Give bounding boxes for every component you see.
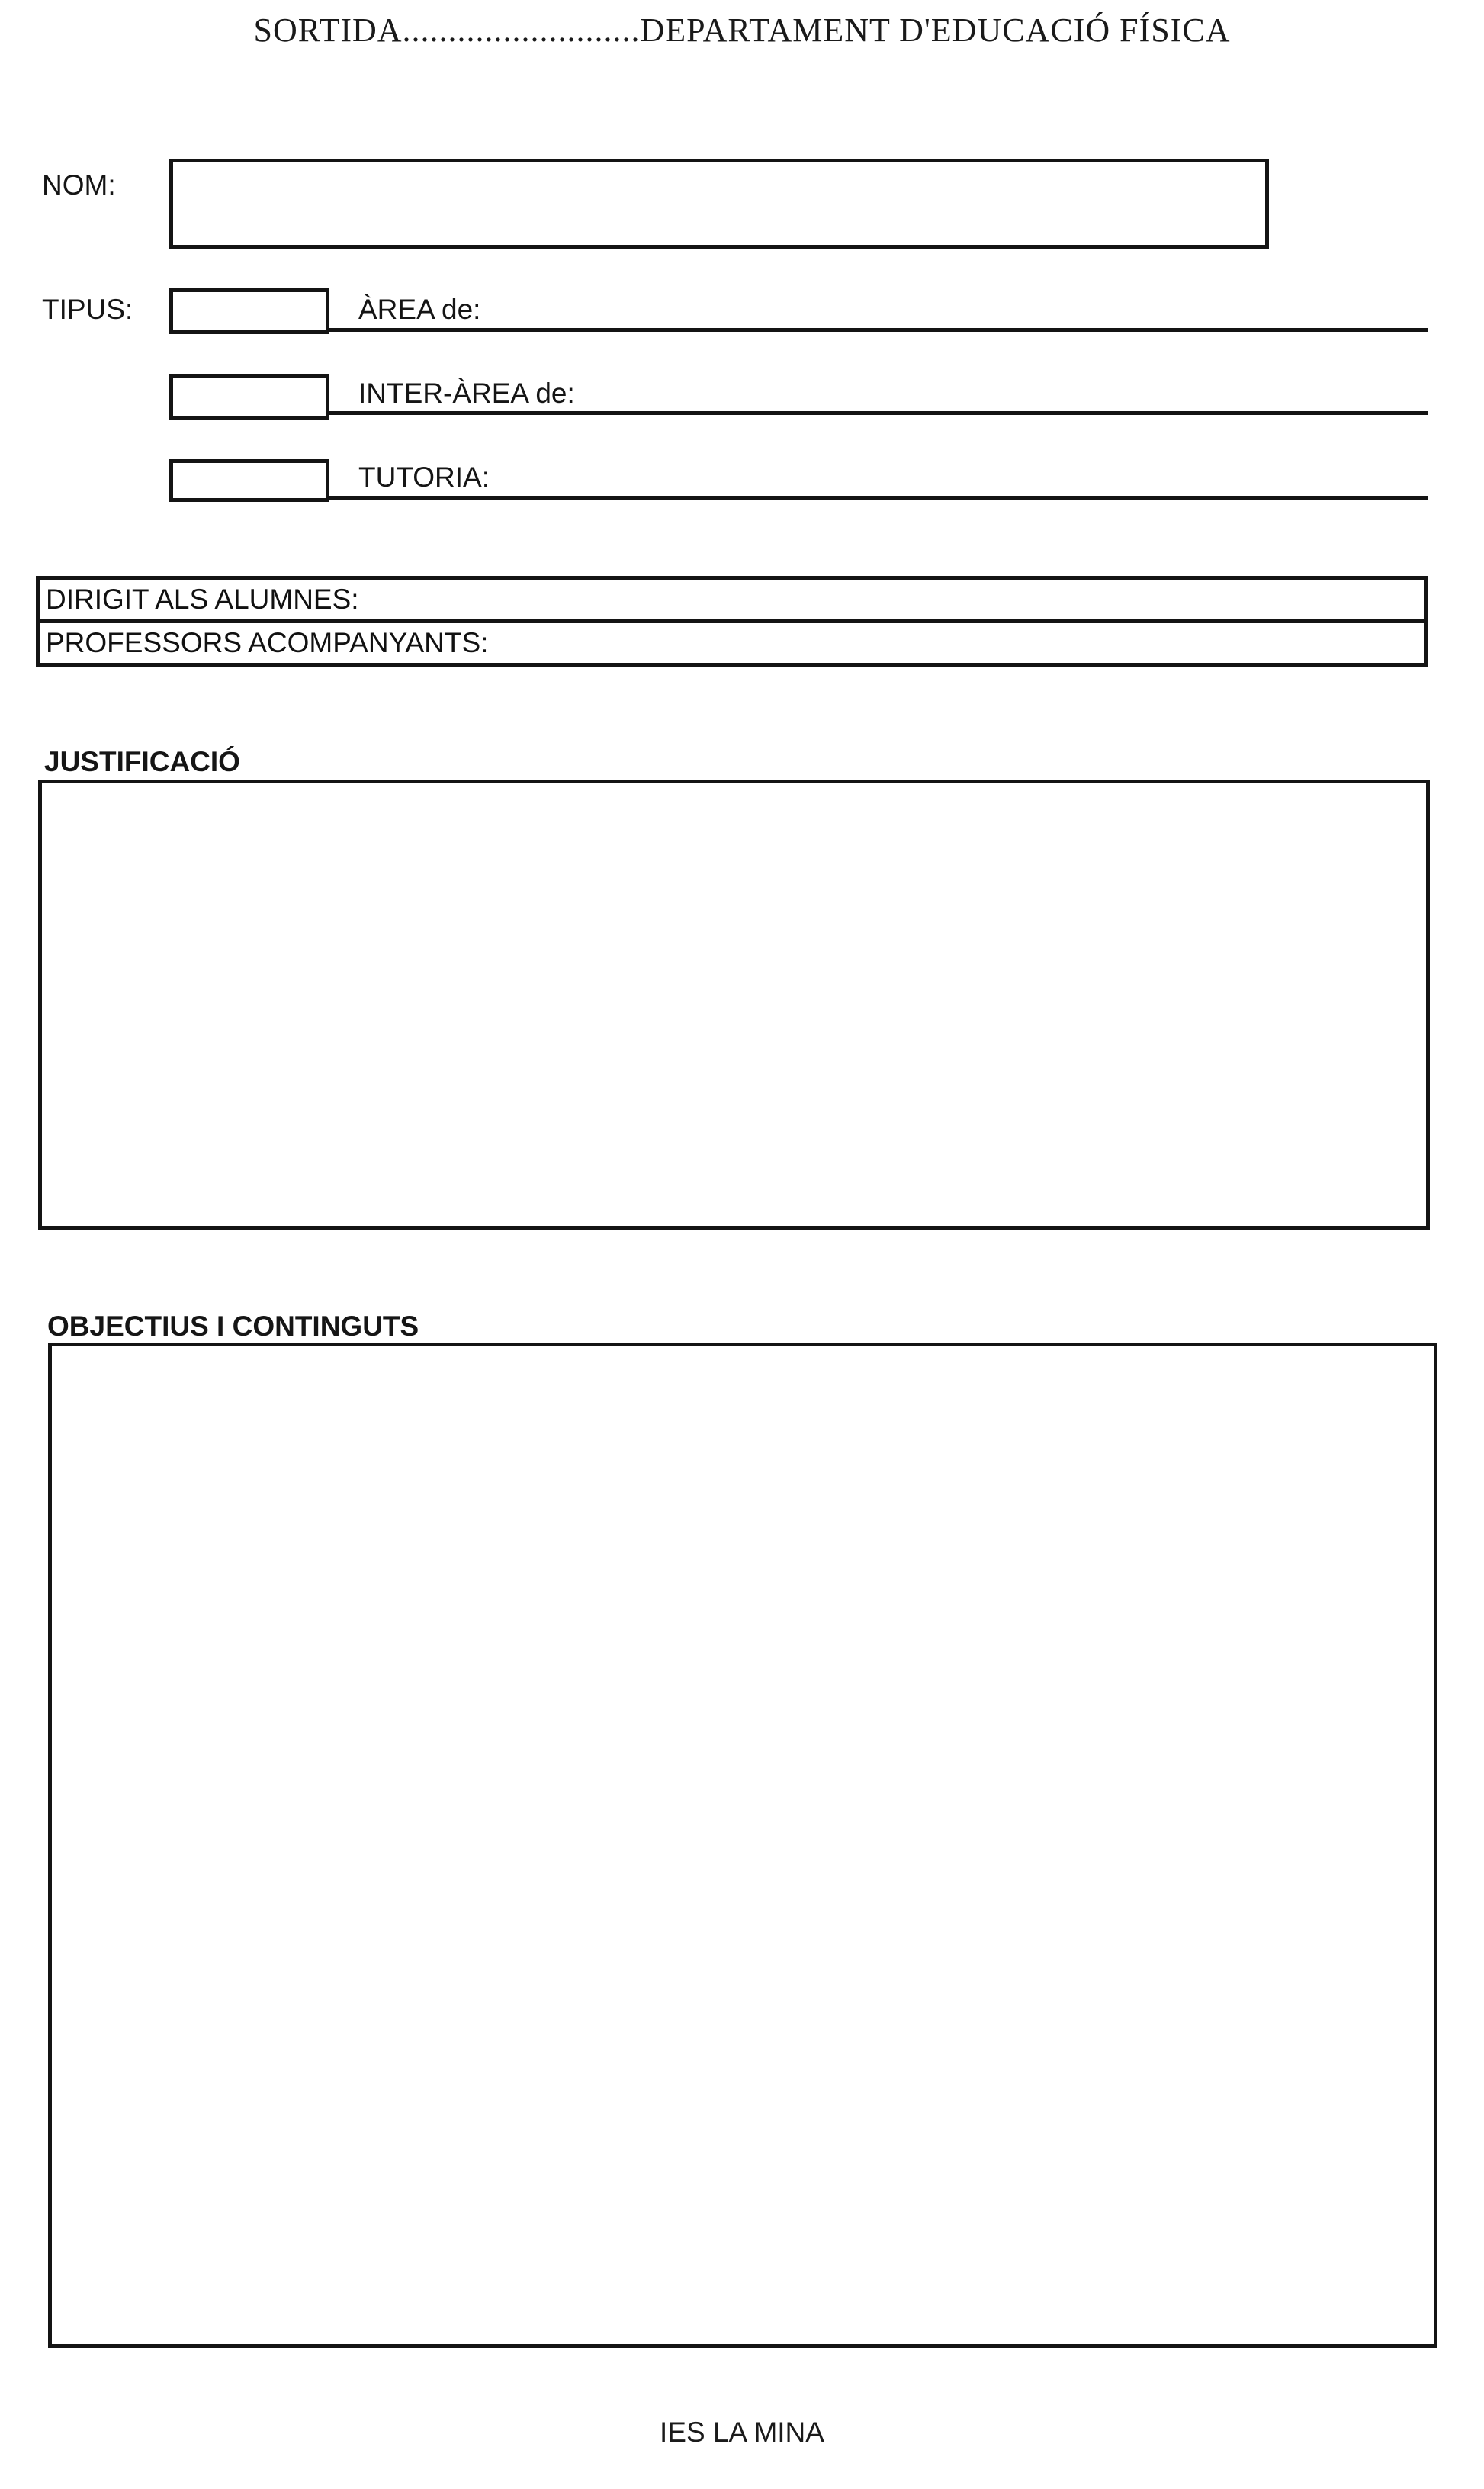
tipus-label: TIPUS: bbox=[42, 294, 133, 325]
nom-field[interactable] bbox=[169, 159, 1269, 249]
tipus-area-checkbox[interactable] bbox=[169, 288, 329, 334]
tipus-area-line[interactable] bbox=[329, 328, 1428, 332]
tipus-inter-area-label: INTER-ÀREA de: bbox=[358, 378, 575, 409]
footer-school-name: IES LA MINA bbox=[660, 2417, 824, 2448]
tipus-inter-area-checkbox[interactable] bbox=[169, 374, 329, 420]
dirigit-alumnes-label: DIRIGIT ALS ALUMNES: bbox=[46, 584, 359, 615]
justificacio-field[interactable] bbox=[38, 780, 1430, 1230]
professors-acompanyants-label: PROFESSORS ACOMPANYANTS: bbox=[46, 627, 489, 658]
dirigit-alumnes-row[interactable] bbox=[36, 576, 1428, 623]
tipus-tutoria-checkbox[interactable] bbox=[169, 459, 329, 502]
tipus-tutoria-line[interactable] bbox=[329, 496, 1428, 500]
page-title: SORTIDA..........................DEPARTAMENT D'EDUCACIÓ FÍSICA bbox=[253, 11, 1231, 49]
nom-label: NOM: bbox=[42, 169, 116, 201]
professors-acompanyants-row[interactable] bbox=[36, 619, 1428, 667]
objectius-continguts-field[interactable] bbox=[48, 1343, 1437, 2348]
tipus-inter-area-line[interactable] bbox=[329, 411, 1428, 415]
tipus-tutoria-label: TUTORIA: bbox=[358, 461, 490, 493]
objectius-continguts-heading: OBJECTIUS I CONTINGUTS bbox=[47, 1310, 419, 1342]
justificacio-heading: JUSTIFICACIÓ bbox=[44, 746, 240, 777]
tipus-area-label: ÀREA de: bbox=[358, 294, 481, 325]
